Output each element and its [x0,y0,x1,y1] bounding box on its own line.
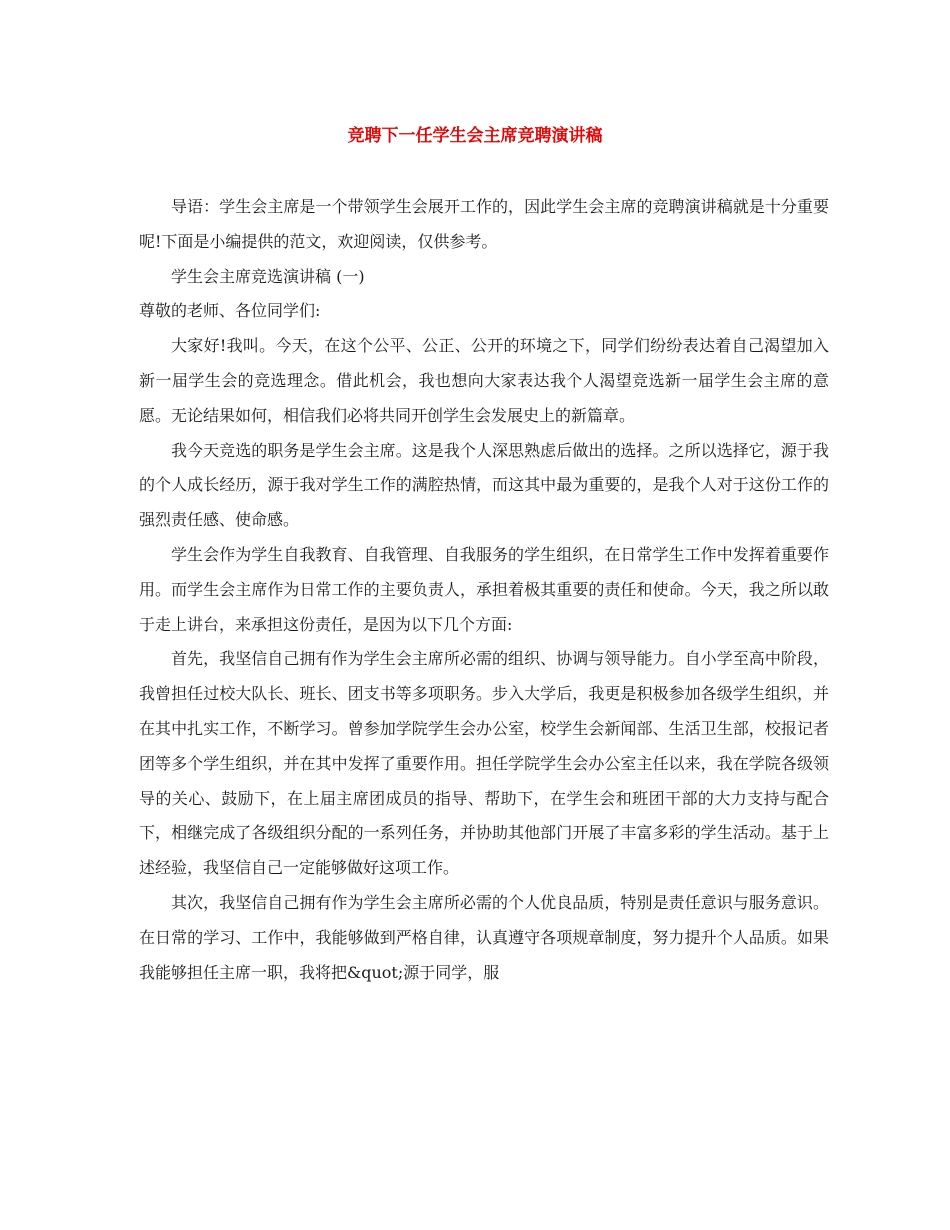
body-paragraph: 学生会作为学生自我教育、自我管理、自我服务的学生组织，在日常学生工作中发挥着重要作用。而学生会主席作为日常工作的主要负责人，承担着极其重要的责任和使命。今天，我之所以敢于走上讲台，来承担这份责任，是因为以下几个方面: [139,544,829,634]
section-heading: 学生会主席竞选演讲稿 (一) [171,266,365,286]
body-paragraph: 大家好!我叫。今天，在这个公平、公正、公开的环境之下，同学们纷纷表达着自己渴望加入新一届学生会的竞选理念。借此机会，我也想向大家表达我个人渴望竞选新一届学生会主席的意愿。无论结果如何，相信我们必将共同开创学生会发展史上的新篇章。 [139,336,829,425]
document-title: 竞聘下一任学生会主席竞聘演讲稿 [347,126,603,146]
intro-paragraph: 导语：学生会主席是一个带领学生会展开工作的，因此学生会主席的竞聘演讲稿就是十分重要呢!下面是小编提供的范文，欢迎阅读，仅供参考。 [139,197,829,251]
body-paragraph: 首先，我坚信自己拥有作为学生会主席所必需的组织、协调与领导能力。自小学至高中阶段，我曾担任过校大队长、班长、团支书等多项职务。步入大学后，我更是积极参加各级学生组织，并在其中扎实工作，不断学习。曾参加学院学生会办公室，校学生会新闻部、生活卫生部，校报记者团等多个学生组织，并在其中发挥了重要作用。担任学院学生会办公室主任以来，我在学院各级领导的关心、鼓励下，在上届主席团成员的指导、帮助下，在学生会和班团干部的大力支持与配合下，相继完成了各级组织分配的一系列任务，并协助其他部门开展了丰富多彩的学生活动。基于上述经验，我坚信自己一定能够做好这项工作。 [139,649,829,878]
salutation: 尊敬的老师、各位同学们: [139,301,321,321]
document-body [139,190,829,990]
body-paragraph: 其次，我坚信自己拥有作为学生会主席所必需的个人优良品质，特别是责任意识与服务意识。在日常的学习、工作中，我能够做到严格自律，认真遵守各项规章制度，努力提升个人品质。如果我能够担任主席一职，我将把&quot;源于同学，服 [139,892,829,982]
body-paragraph: 我今天竞选的职务是学生会主席。这是我个人深思熟虑后做出的选择。之所以选择它，源于我的个人成长经历，源于我对学生工作的满腔热情，而这其中最为重要的，是我个人对于这份工作的强烈责任感、使命感。 [139,440,829,530]
